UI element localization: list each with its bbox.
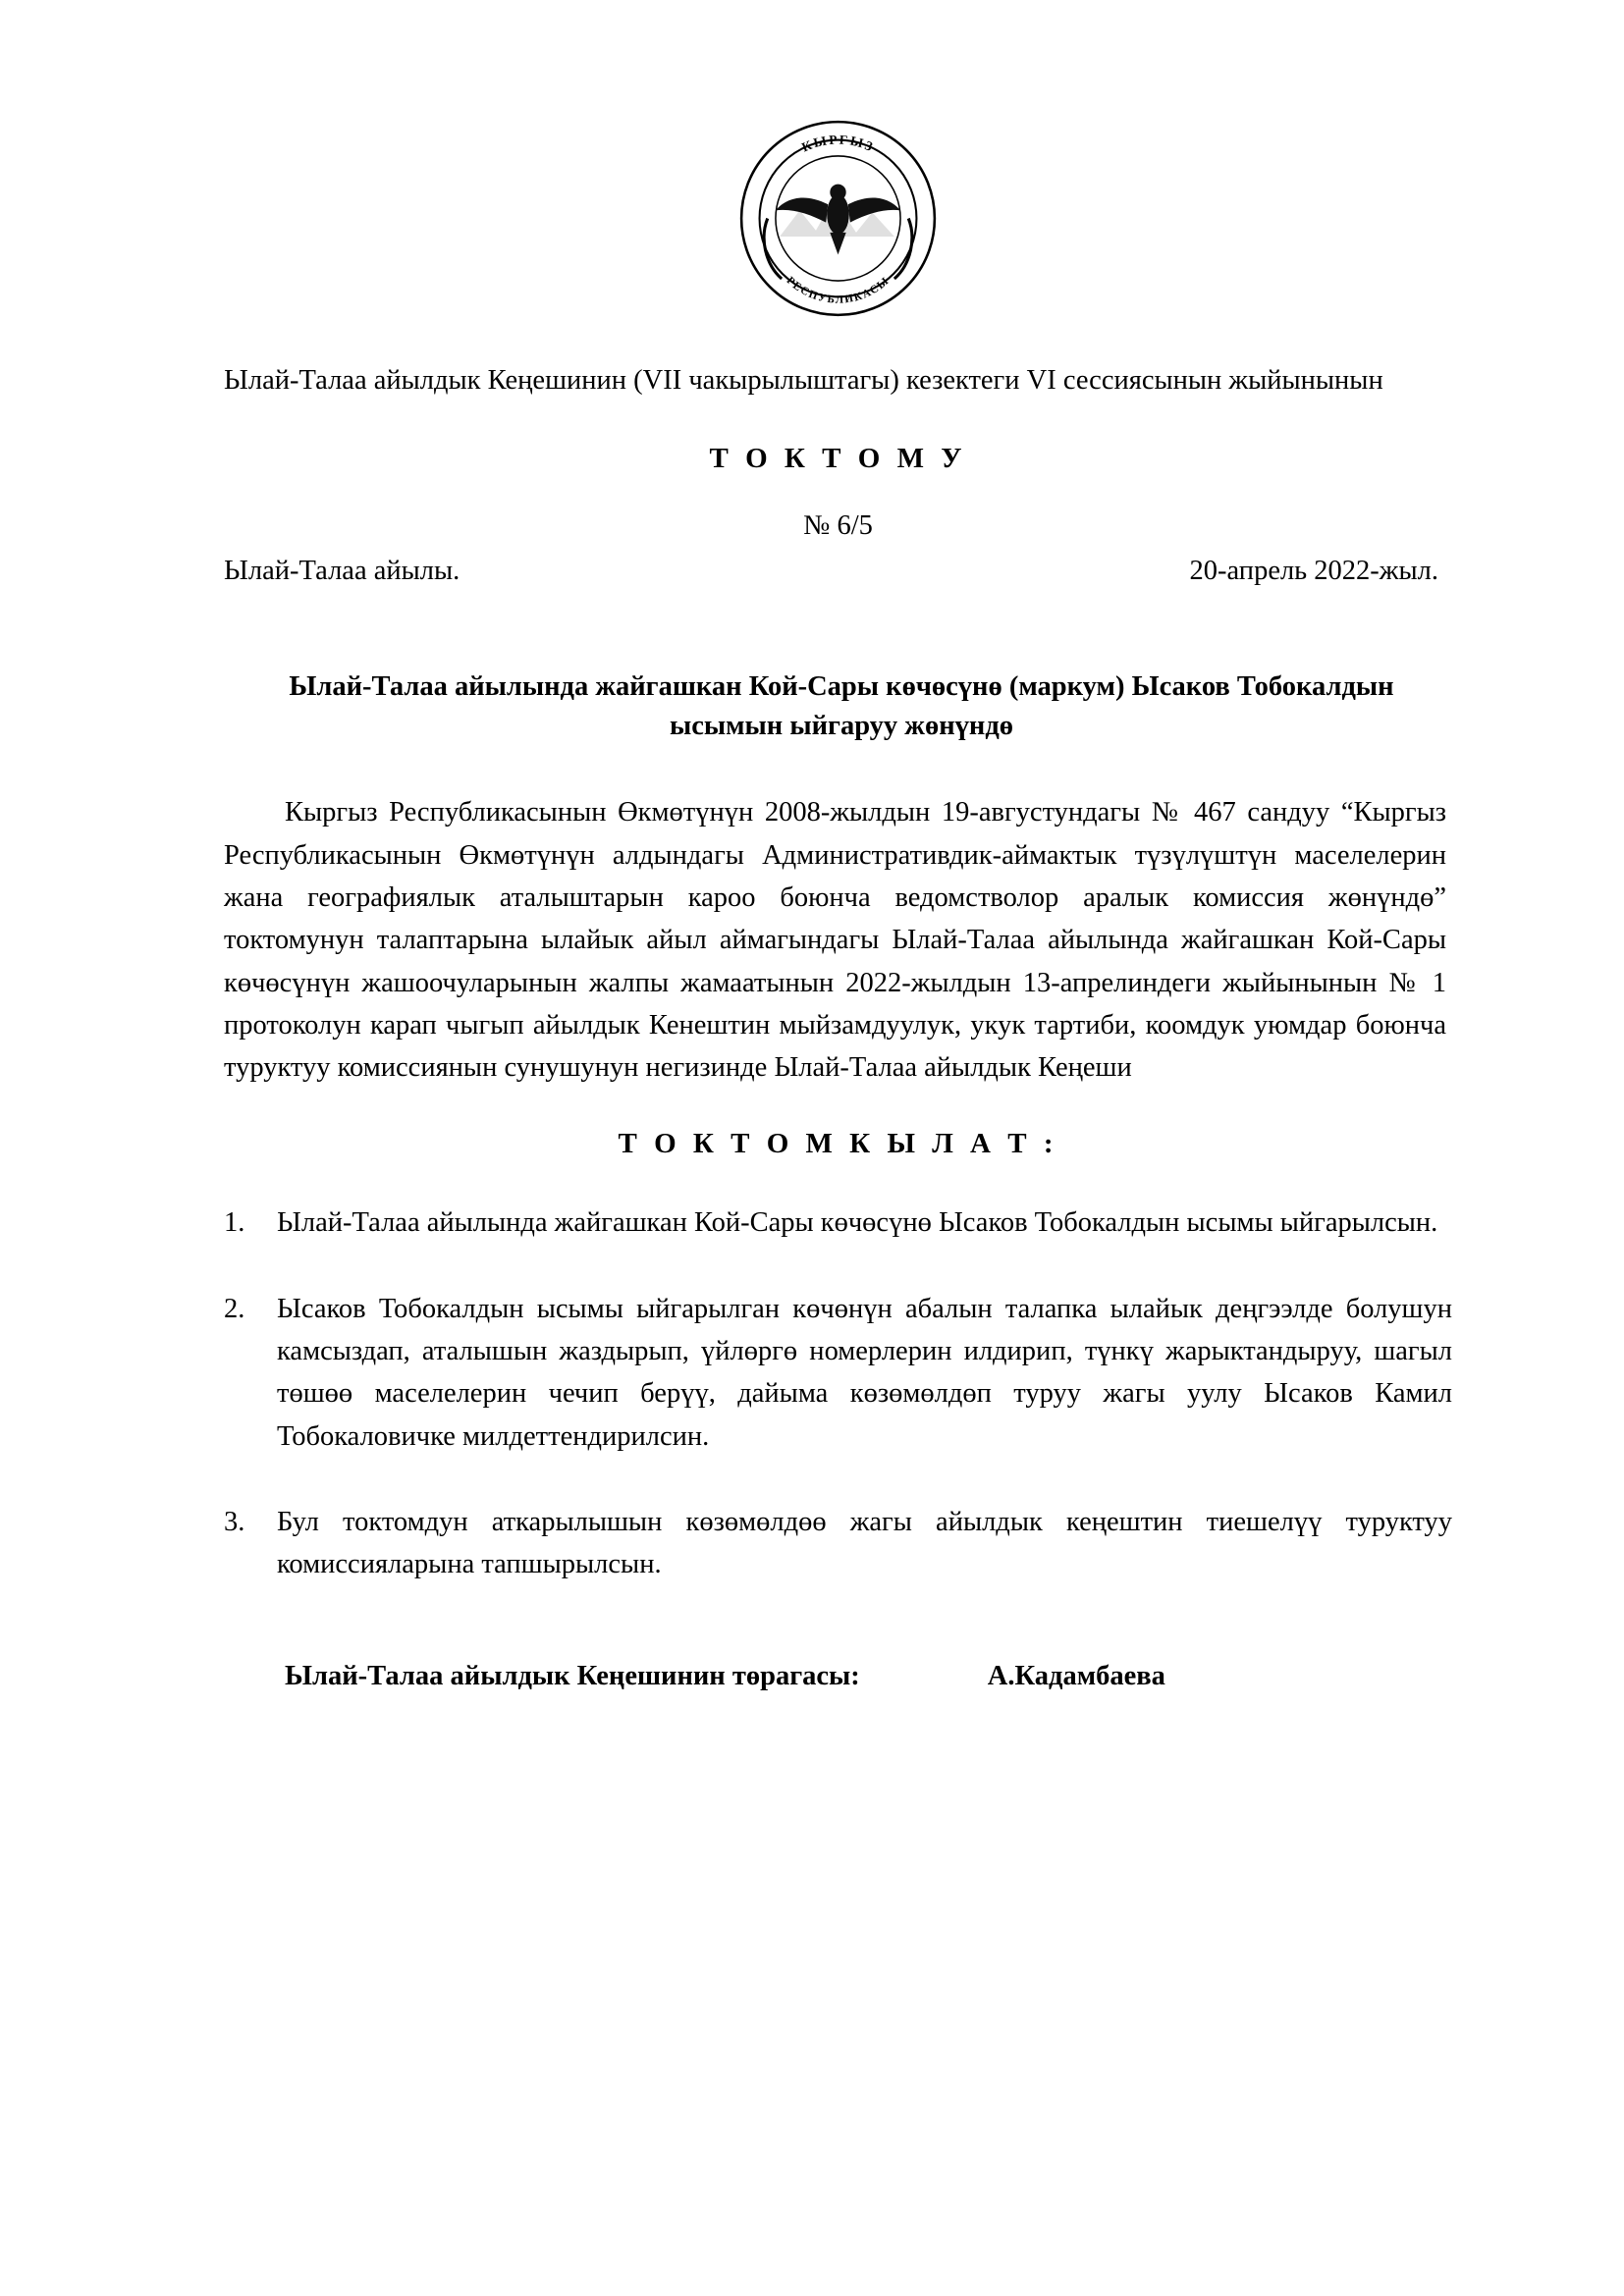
document-date: 20-апрель 2022-жыл. [1189,556,1438,587]
state-emblem-icon [737,118,939,319]
resolution-heading: Т О К Т О М К Ы Л А Т : [618,1128,1058,1160]
signatory-name: А.Кадамбаева [987,1660,1165,1691]
place-date-row [224,556,1452,587]
list-item: Ысаков Тобокалдын ысымы ыйгарылган көчөнүн абалын талапка ылайык деңгээлде болушун камсыздап, аталышын жаздырып, үйлөргө номерлерин илдирип, түнкү жарыктандыруу, шагыл төшөө маселелерин чечип берүү, дайыма көзөмөлдөп туруу жагы уулу Ысаков Камил Тобокаловичке милдеттендирилсин. [277,1293,1452,1452]
signature-block [224,1661,1452,1692]
signatory-role: Ылай-Талаа айылдык Кеңешинин төрагасы: [285,1660,860,1691]
list-item: Бул токтомдун аткарылышын көзөмөлдөө жагы айылдык кеңештин тиешелүү туруктуу комиссияларына тапшырылсын. [277,1507,1452,1580]
list-item: Ылай-Талаа айылында жайгашкан Кой-Сары көчөсүнө Ысаков Тобокалдын ысымы ыйгарылсын. [277,1207,1438,1239]
svg-text:КЫРГЫЗ: КЫРГЫЗ [799,132,877,155]
document-place: Ылай-Талаа айылы. [224,556,460,587]
document-title: Т О К Т О М У [709,443,967,475]
svg-text:РЕСПУБЛИКАСЫ: РЕСПУБЛИКАСЫ [784,274,893,306]
document-number: № 6/5 [803,510,873,542]
emblem-container [224,118,1452,319]
document-subject: Ылай-Талаа айылында жайгашкан Кой-Сары көчөсүнө (маркум) Ысаков Тобокалдын ысымын ыйгаруу жөнүндө [289,671,1394,742]
resolution-items [224,1201,1452,1585]
session-header: Ылай-Талаа айылдык Кеңешинин (VII чакырылыштагы) кезектеги VI сессиясынын жыйынынын [224,365,1383,396]
document-preamble: Кыргыз Республикасынын Өкмөтүнүн 2008-жылдын 19-августундагы № 467 сандуу “Кыргыз Республикасынын Өкмөтүнүн алдындагы Административдик-аймактык түзүлүштүн маселелерин жана географиялык аталыштарын кароо боюнча ведомстволор аралык комиссия жөнүндө” токтомунун талаптарына ылайык айыл аймагындагы Ылай-Талаа айылында жайгашкан Кой-Сары көчөсүнүн жашоочуларынын жалпы жамаатынын 2022-жылдын 13-апрелиндеги жыйынынын № 1 протоколун карап чыгып айылдык Кенештин мыйзамдуулук, укук тартиби, коомдук уюмдар боюнча туруктуу комиссиянын сунушунун негизинде Ылай-Талаа айылдык Кеңеши [224,797,1446,1084]
